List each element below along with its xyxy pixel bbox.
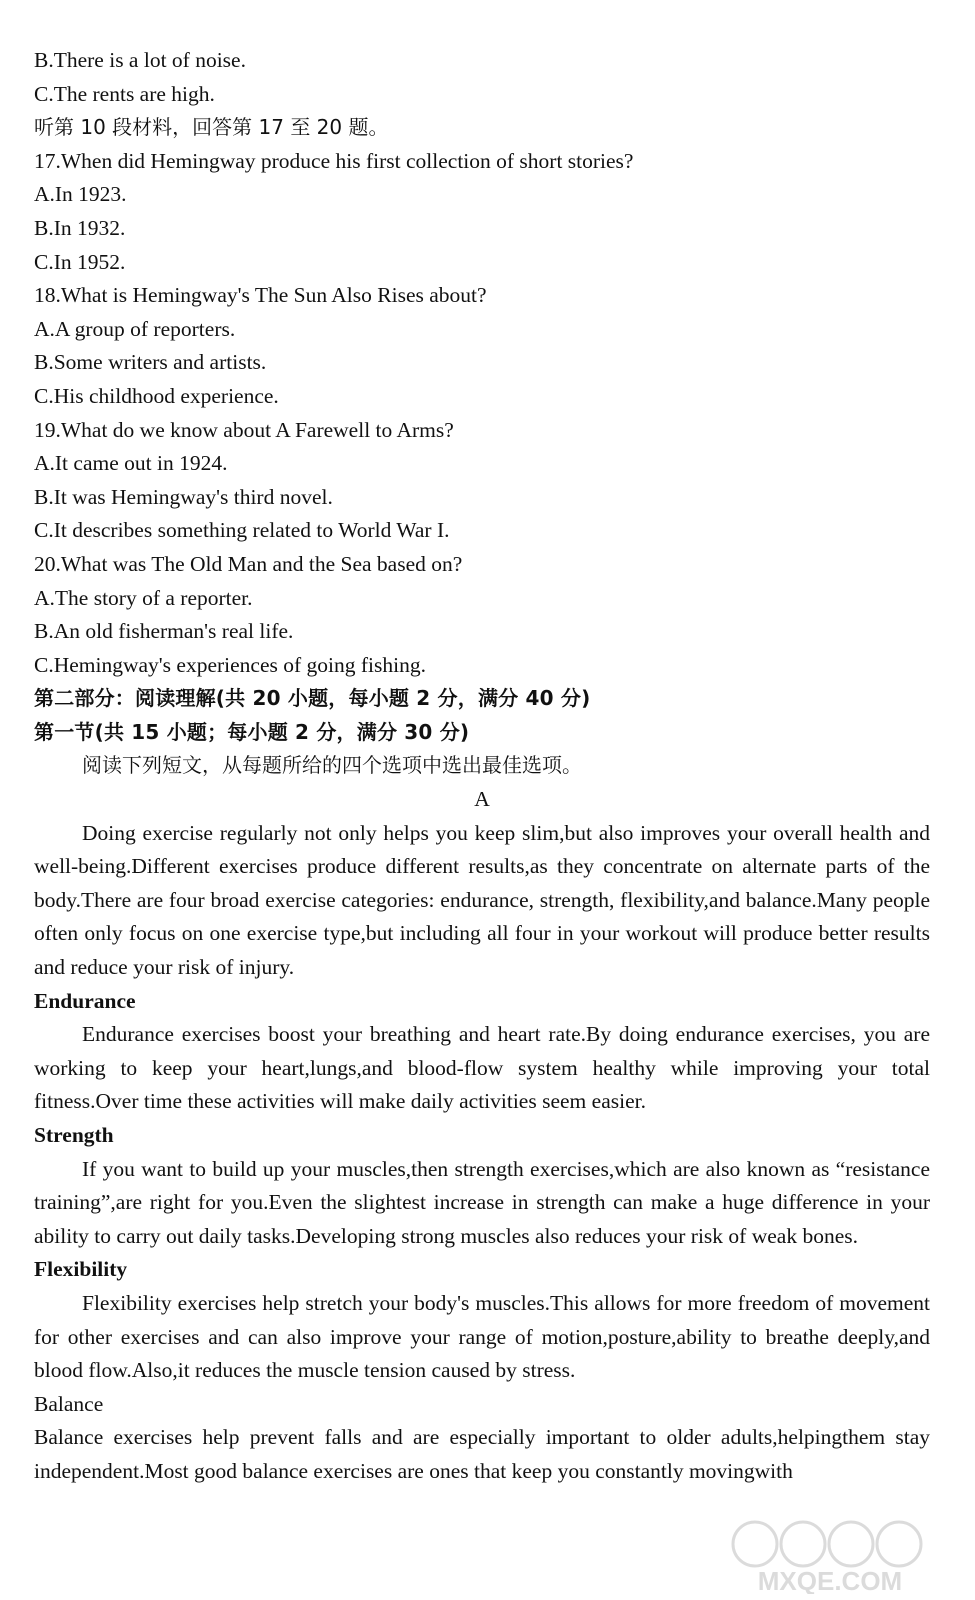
section-body-balance: Balance exercises help prevent falls and are especially important to older adults,helpingthem stay independent.Most good balance exercises are ones that keep you constantly movingwith <box>34 1425 930 1483</box>
question-option: A.It came out in 1924. <box>34 451 228 476</box>
watermark-logo <box>715 1514 945 1594</box>
question-option: C.Hemingway's experiences of going fishing. <box>34 652 426 677</box>
question-stem: 19.What do we know about A Farewell to Arms? <box>34 417 454 442</box>
question-stem: 20.What was The Old Man and the Sea based on? <box>34 551 463 576</box>
document-page <box>34 44 930 1489</box>
question-option: A.A group of reporters. <box>34 316 236 341</box>
watermark-text: MXQE.COM <box>757 1566 903 1594</box>
option-line: C.The rents are high. <box>34 81 215 106</box>
subsection-heading: 第一节(共 15 小题；每小题 2 分，满分 30 分) <box>34 719 470 744</box>
section-body-flexibility: Flexibility exercises help stretch your body's muscles.This allows for more freedom of movement for other exercises and can also improve your range of motion,posture,ability to breathe deeply,and blood flow.Also,it reduces the muscle tension caused by stress. <box>34 1290 930 1383</box>
question-option: C.It describes something related to World War I. <box>34 518 450 543</box>
reading-instruction: 阅读下列短文，从每题所给的四个选项中选出最佳选项。 <box>82 753 582 778</box>
question-stem: 17.When did Hemingway produce his first collection of short stories? <box>34 148 634 173</box>
question-option: B.An old fisherman's real life. <box>34 619 294 644</box>
question-option: A.The story of a reporter. <box>34 585 253 610</box>
question-option: B.In 1932. <box>34 215 126 240</box>
question-stem: 18.What is Hemingway's The Sun Also Rises about? <box>34 283 487 308</box>
section-title-balance: Balance <box>34 1391 104 1416</box>
listening-instruction: 听第 10 段材料，回答第 17 至 20 题。 <box>34 115 389 140</box>
option-line: B.There is a lot of noise. <box>34 48 246 72</box>
passage-intro: Doing exercise regularly not only helps you keep slim,but also improves your overall health and well-being.Different exercises produce different results,as they concentrate on alternate parts of the body.There are four broad exercise categories: endurance, strength, flexibility,and balance.Many people often only focus on one exercise type,but including all four in your workout will produce better results and reduce your risk of injury. <box>34 820 930 980</box>
question-option: B.It was Hemingway's third novel. <box>34 484 333 509</box>
section-body-strength: If you want to build up your muscles,then strength exercises,which are also known as “resistance training”,are right for you.Even the slightest increase in strength can make a huge difference in your ability to carry out daily tasks.Developing strong muscles also reduces your risk of weak bones. <box>34 1156 930 1248</box>
question-option: C.In 1952. <box>34 249 126 274</box>
section-heading: 第二部分：阅读理解(共 20 小题，每小题 2 分，满分 40 分) <box>34 686 591 711</box>
passage-label: A <box>474 787 490 812</box>
question-option: B.Some writers and artists. <box>34 350 267 375</box>
question-option: C.His childhood experience. <box>34 383 279 408</box>
section-title-strength: Strength <box>34 1123 114 1147</box>
section-body-endurance: Endurance exercises boost your breathing and heart rate.By doing endurance exercises, you are working to keep your heart,lungs,and blood-flow system healthy while improving your total fitness.Over time these activities will make daily activities seem easier. <box>34 1022 930 1114</box>
section-title-flexibility: Flexibility <box>34 1257 128 1282</box>
question-option: A.In 1923. <box>34 182 127 207</box>
section-title-endurance: Endurance <box>34 988 136 1013</box>
